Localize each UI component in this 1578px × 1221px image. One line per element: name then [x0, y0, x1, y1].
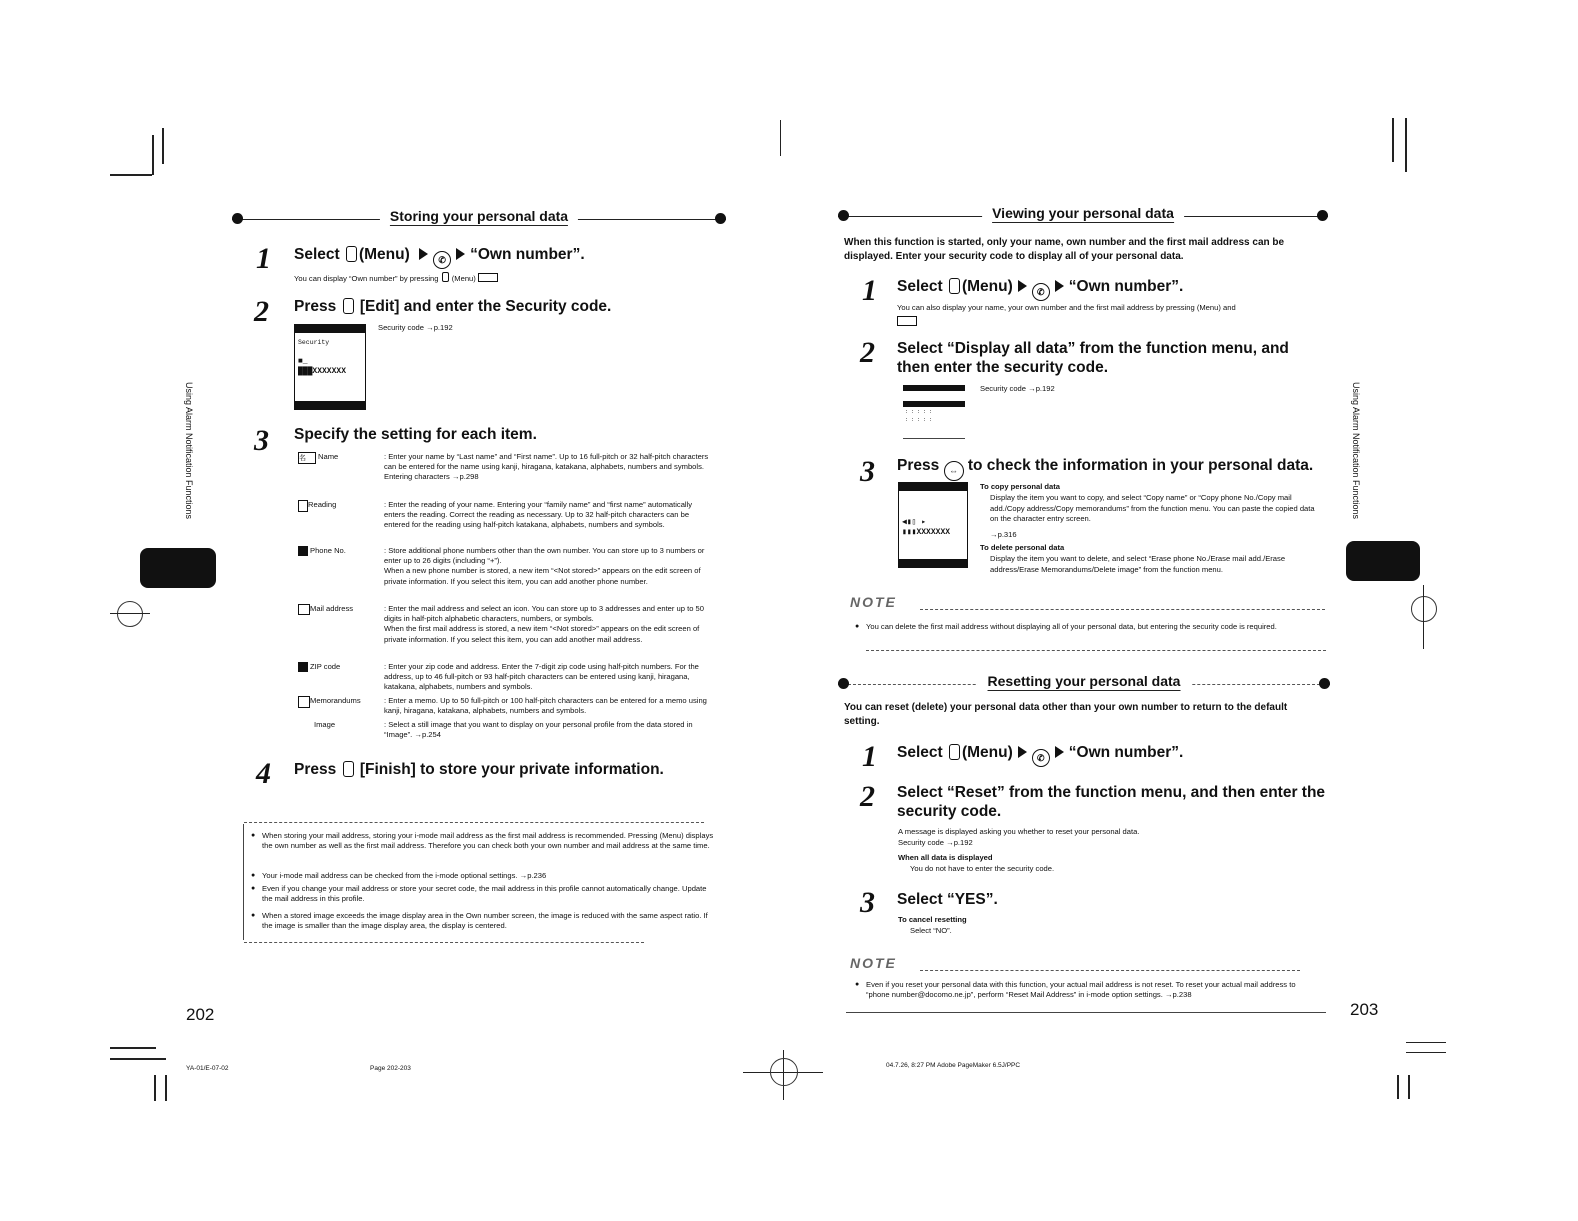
step-number: 2: [860, 780, 875, 813]
note-label: NOTE: [850, 955, 897, 971]
arrow-right-icon: [1018, 746, 1027, 758]
reading-icon: [298, 500, 308, 512]
step-note: You can also display your name, your own number and the first mail address by pressing (Menu) and: [897, 303, 1236, 312]
phone-number-icon: [298, 546, 308, 556]
cancel-heading: To cancel resetting: [898, 915, 967, 924]
step-note: You can display “Own number” by pressing (Menu): [294, 272, 498, 285]
note-item: ● When storing your mail address, storing your i-mode mail address as the first mail address is recommended. Pressing (Menu) displays the own number as well as the first mail address. Therefore you can check both your own number and mail address at the same time.: [262, 831, 714, 852]
step-title: Select (Menu) ✆ “Own number”.: [897, 743, 1183, 767]
note-item: ● Even if you change your mail address or store your secret code, the mail address in this profile cannot automatically change. Update the mail address in this profile.: [262, 884, 714, 905]
footer-print-info: 04.7.26, 8:27 PM Adobe PageMaker 6.5J/PPC: [886, 1062, 1021, 1069]
step-note: Security code →p.192: [980, 384, 1055, 393]
step-number: 4: [256, 757, 271, 790]
note-item: ● Even if you reset your personal data with this function, your actual mail address is not reset. To reset your actual mail address to “phone number@docomo.ne.jp”, perform “Reset Mail Address” in i-mode option settings. →p.238: [866, 980, 1316, 1001]
step-number: 2: [254, 295, 269, 328]
step-title: Select (Menu) ✆ “Own number”.: [294, 245, 585, 269]
step-number: 1: [256, 242, 271, 275]
delete-heading: To delete personal data: [980, 543, 1065, 552]
footer-pages: Page 202-203: [370, 1065, 411, 1072]
step-title: Specify the setting for each item.: [294, 426, 537, 443]
step-note: Security code →p.192: [378, 323, 453, 332]
step-title: Press [Edit] and enter the Security code.: [294, 298, 612, 315]
crop-mark: [780, 120, 781, 156]
mail-icon: [298, 604, 310, 615]
cancel-text: Select “NO”.: [910, 926, 952, 935]
note-top-border: [920, 970, 1300, 971]
memo-icon: [298, 696, 310, 708]
phone-icon: ✆: [1032, 749, 1050, 767]
arrow-right-icon: [419, 248, 428, 260]
menu-key-icon: [949, 744, 960, 760]
step-title: Select (Menu) ✆ “Own number”.: [897, 277, 1183, 301]
softkey-icon: [343, 761, 354, 777]
page-number: 202: [186, 1005, 215, 1024]
section-intro: You can reset (delete) your personal data other than your own number to return to the default setting.: [844, 702, 1288, 727]
nav-key-icon: ⇔: [944, 461, 964, 481]
phone-icon: ✆: [433, 251, 451, 269]
step-title: Select “Reset” from the function menu, and then enter the security code.: [897, 784, 1326, 820]
note-bottom-border: [846, 1012, 1326, 1013]
zero-key-icon: [897, 316, 917, 326]
note-label: NOTE: [850, 594, 897, 610]
copy-ref: →p.316: [990, 530, 1017, 539]
step-title: Select “YES”.: [897, 891, 998, 908]
crop-mark: [1392, 118, 1394, 162]
arrow-right-icon: [1055, 746, 1064, 758]
page-number: 203: [1350, 1000, 1379, 1019]
softkey-icon: [343, 298, 354, 314]
name-icon: 名: [298, 452, 316, 464]
step-title: Press ⇔ to check the information in your personal data.: [897, 456, 1313, 481]
menu-key-icon: [346, 246, 357, 262]
section-header-viewing: [838, 205, 1328, 227]
zero-key-icon: [478, 273, 498, 282]
note-item: ● You can delete the first mail address without displaying all of your personal data, but entering the security code is required.: [866, 622, 1326, 632]
notes-left-border: [243, 824, 244, 940]
step-number: 3: [254, 424, 269, 457]
phone-icon: ✆: [1032, 283, 1050, 301]
footer-code: YA-01/E-07-02: [186, 1065, 229, 1072]
notes-top-border: [244, 822, 704, 823]
items-list: Name : Enter your name by “Last name” and “First name”. Up to 16 full-pitch or 32 half-pitch characters can be entered for the name using kanji, hiragana, katakana, alphabets, numbers and symbols. Entering characters →p.298 Reading : Enter the reading of your name. Entering your “family name” and “first name” automatically enters the reading. Correct the reading as necessary. Up to 32 half-pitch characters can be entered for the reading using half-pitch katakana, alphabets, numbers and symbols. Phone No. : Store additional phone numbers other than the own number. You can store up to 3 numbers or enter up to 26 digits (including “+”). When a new phone number is stored, a new item “<Not stored>” appears on the edit screen of private information. If you select this item, you can add another phone number. Mail address : Enter the mail address and select an icon. You can store up to 3 addresses and enter up to 50 digits in half-pitch alphabetic characters, numbers, or symbols. When the first mail address is stored, a new item “<Not stored>” appears on the edit screen of private information. If you select this item, you can add another mail address. ZIP code : Enter your zip code and address. Enter the 7-digit zip code using half-pitch numbers. For the address, up to 46 full-pitch or 93 half-pitch characters can be entered using kanji, hiragana, katakana, alphabets, numbers and symbols. Memorandums : Enter a memo. Up to 50 full-pitch or 100 half-pitch characters can be entered for a memo using kanji, hiragana, katakana, alphabets, numbers and symbols. Image : Select a still image that you want to display on your personal profile from the data stored in “Image”. →p.254 名: [299, 452, 709, 740]
crop-mark: [1423, 585, 1424, 649]
menu-key-icon: [442, 272, 449, 282]
crop-mark: [165, 1075, 167, 1101]
crop-mark: [152, 135, 154, 175]
copy-text: Display the item you want to copy, and select “Copy name” or “Copy phone No./Copy mail add./Copy address/Copy memorandums” from the function menu. You can paste the copied data on the character entry screen.: [990, 493, 1315, 524]
step-number: 3: [860, 455, 875, 488]
crop-mark: [1408, 1075, 1410, 1099]
note-item: ● Your i-mode mail address can be checked from the i-mode optional settings. →p.236: [262, 871, 714, 881]
crop-mark: [154, 1075, 156, 1101]
chapter-tab-right: [1346, 541, 1420, 581]
section-title: Storing your personal data: [380, 208, 578, 224]
copy-heading: To copy personal data: [980, 482, 1061, 491]
section-header-resetting: [838, 673, 1330, 695]
step-number: 2: [860, 336, 875, 369]
side-tab-label-left: Using Alarm Notification Functions: [184, 382, 194, 520]
crop-mark: [110, 613, 150, 614]
delete-text: Display the item you want to delete, and select “Erase phone No./Erase mail add./Erase address/Erase Memorandums/Delete image” from the function menu.: [990, 554, 1286, 574]
section-title: Resetting your personal data: [978, 673, 1191, 689]
step-title: Press [Finish] to store your private information.: [294, 761, 664, 778]
crop-mark: [1406, 1052, 1446, 1053]
step-note-heading: When all data is displayed: [898, 853, 993, 862]
zip-code-icon: [298, 662, 308, 672]
crop-mark: [1405, 118, 1407, 172]
registration-mark: [770, 1058, 798, 1086]
chapter-tab-left: [140, 548, 216, 588]
note-item: ● When a stored image exceeds the image display area in the Own number screen, the image is reduced with the same aspect ratio. If the image is smaller than the image display area, the display is centered.: [262, 911, 714, 932]
step-number: 1: [862, 740, 877, 773]
crop-mark: [110, 174, 152, 176]
arrow-right-icon: [1018, 280, 1027, 292]
step-title: Select “Display all data” from the function menu, and then enter the security code.: [897, 340, 1289, 376]
arrow-right-icon: [456, 248, 465, 260]
notes-bottom-border: [244, 942, 644, 943]
registration-mark: [117, 601, 143, 627]
step-note: Security code →p.192: [898, 838, 973, 847]
note-bottom-border: [866, 650, 1326, 651]
step-note: You do not have to enter the security code.: [910, 864, 1055, 873]
step-note: A message is displayed asking you whether to reset your personal data.: [898, 827, 1140, 836]
crop-mark: [162, 128, 164, 164]
crop-mark: [1397, 1075, 1399, 1099]
crop-mark: [110, 1058, 166, 1060]
crop-mark: [110, 1047, 156, 1049]
phone-screen-function-menu: : : : : : : : : : :: [903, 385, 965, 439]
step-number: 3: [860, 886, 875, 919]
side-tab-label-right: Using Alarm Notification Functions: [1351, 382, 1361, 520]
phone-screen-security: Security ■_ ███XXXXXXX: [294, 324, 366, 410]
arrow-right-icon: [1055, 280, 1064, 292]
registration-mark: [1411, 596, 1437, 622]
menu-key-icon: [949, 278, 960, 294]
section-intro: When this function is started, only your name, own number and the first mail address can be displayed. Enter your security code to display all of your personal data.: [844, 237, 1285, 262]
crop-mark: [1406, 1042, 1446, 1043]
section-header-storing: [232, 208, 726, 230]
section-title: Viewing your personal data: [982, 205, 1184, 221]
phone-screen-personal-data: ◀▮▯ ▸ ▮▮▮XXXXXXX: [898, 482, 968, 568]
note-top-border: [920, 609, 1325, 610]
step-number: 1: [862, 274, 877, 307]
